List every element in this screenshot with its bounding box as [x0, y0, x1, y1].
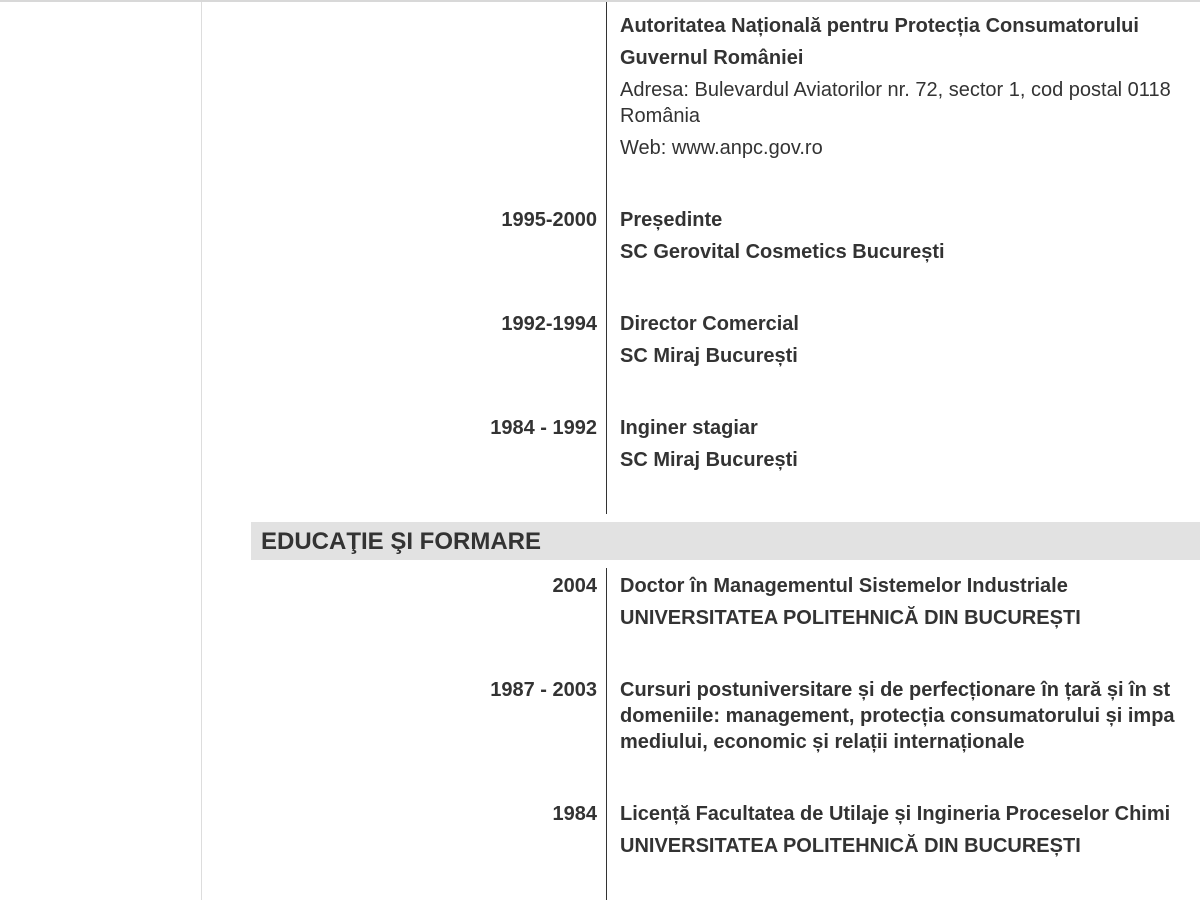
experience-timeline-rule: [606, 2, 607, 514]
entry-employer: SC Miraj București: [620, 345, 798, 367]
entry-address: Adresa: Bulevardul Aviatorilor nr. 72, sector 1, cod postal 0118: [620, 79, 1171, 101]
entry-period: 1984: [552, 803, 597, 825]
education-heading: EDUCAŢIE ŞI FORMARE: [261, 528, 542, 555]
entry-title: Autoritatea Națională pentru Protecția Consumatorului: [620, 15, 1139, 37]
education-section-header: [251, 522, 1200, 560]
entry-period: 1984 - 1992: [490, 417, 597, 439]
entry-title: Director Comercial: [620, 313, 799, 335]
entry-title-line: domeniile: management, protecția consumatorului și impa: [620, 705, 1175, 727]
entry-country: România: [620, 105, 701, 127]
entry-period: 1992-1994: [501, 313, 597, 335]
entry-institution: UNIVERSITATEA POLITEHNICĂ DIN BUCUREȘTI: [620, 607, 1081, 629]
experience-entry-content: [620, 13, 1200, 161]
experience-entry-content: [620, 415, 1200, 473]
education-entry-content: [620, 573, 1200, 631]
entry-period: 1987 - 2003: [490, 679, 597, 701]
entry-period: 2004: [552, 575, 597, 597]
entry-institution: UNIVERSITATEA POLITEHNICĂ DIN BUCUREȘTI: [620, 835, 1081, 857]
entry-employer: SC Gerovital Cosmetics București: [620, 241, 945, 263]
entry-web: Web: www.anpc.gov.ro: [620, 137, 823, 159]
education-timeline-rule: [606, 568, 607, 900]
top-border: [0, 0, 1200, 2]
education-entry-content: [620, 801, 1200, 859]
entry-title-line: Cursuri postuniversitare și de perfecționare în țară și în st: [620, 679, 1171, 701]
experience-entry-content: [620, 311, 1200, 369]
entry-title: Licență Facultatea de Utilaje și Ingineria Proceselor Chimi: [620, 803, 1171, 825]
entry-employer: SC Miraj București: [620, 449, 798, 471]
education-entry-content: [620, 677, 1200, 755]
entry-title-line: mediului, economic și relații internaționale: [620, 731, 1025, 753]
experience-entry-content: [620, 207, 1200, 265]
entry-employer: Guvernul României: [620, 47, 804, 69]
entry-period: 1995-2000: [501, 209, 597, 231]
entry-title: Doctor în Managementul Sistemelor Industriale: [620, 575, 1068, 597]
entry-title: Președinte: [620, 209, 723, 231]
left-column-divider: [201, 2, 202, 900]
entry-title: Inginer stagiar: [620, 417, 758, 439]
